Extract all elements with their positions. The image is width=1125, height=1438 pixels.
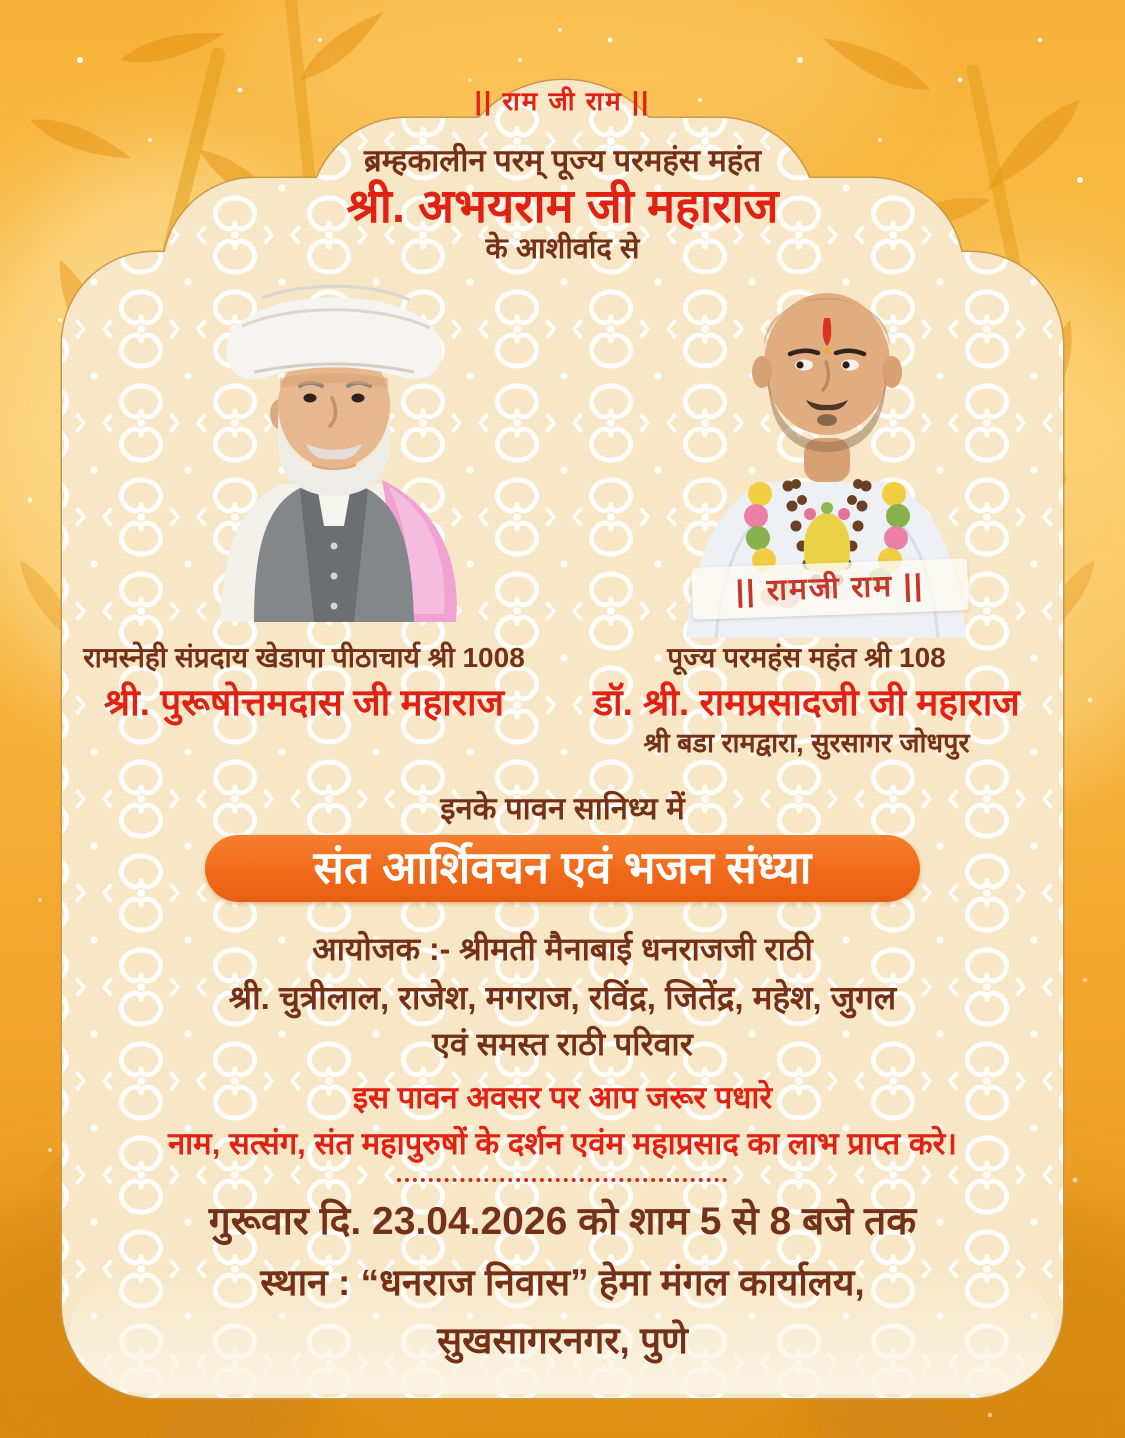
blessing-intro: ब्रम्हकालीन परम् पूज्य परमहंस महंत <box>363 143 762 178</box>
event-venue: स्थान : “धनराज निवास” हेमा मंगल कार्यालय, <box>260 1262 865 1303</box>
organizer-family: एवं समस्त राठी परिवार <box>432 1026 693 1062</box>
right-saint-title: पूज्य परमहंस महंत श्री 108 <box>667 642 946 673</box>
left-saint-photo <box>142 246 524 622</box>
right-saint-place: श्री बडा रामद्वारा, सुरसागर जोधपुर <box>643 728 970 758</box>
left-saint-name: श्री. पुरूषोत्तमदास जी महाराज <box>103 682 505 723</box>
organizer-line: आयोजक :- श्रीमती मैनाबाई धनराजजी राठी <box>312 931 813 967</box>
photo-caption-strip: || रामजी राम || <box>691 558 969 620</box>
event-city: सुखसागरनगर, पुणे <box>437 1320 688 1361</box>
presence-line: इनके पावन सानिध्य में <box>440 791 685 826</box>
appeal-line1: इस पावन अवसर पर आप जरूर पधारे <box>352 1080 773 1115</box>
appeal-line2: नाम, सत्संग, संत महापुरुषों के दर्शन एवंम महाप्रसाद का लाभ प्राप्त करे। <box>167 1126 958 1161</box>
event-datetime: गुरूवार दि. 23.04.2026 को शाम 5 से 8 बजे तक <box>208 1200 917 1243</box>
blessing-suffix: के आशीर्वाद से <box>485 233 640 265</box>
invocation-text: || राम जी राम || <box>474 86 651 116</box>
left-saint-title: रामस्नेही संप्रदाय खेडापा पीठाचार्य श्री 1008 <box>83 642 525 673</box>
event-title-banner: संत आर्शिवचन एवं भजन संध्या <box>205 835 920 902</box>
dotted-divider <box>397 1178 727 1182</box>
blessing-guru-name: श्री. अभयराम जी महाराज <box>346 179 779 232</box>
organizer-names: श्री. चुत्रीलाल, राजेश, मगराज, रविंद्र, जितेंद्र, महेश, जुगल <box>228 979 897 1016</box>
right-saint-name: डॉ. श्री. रामप्रसादजी जी महाराज <box>593 682 1020 723</box>
